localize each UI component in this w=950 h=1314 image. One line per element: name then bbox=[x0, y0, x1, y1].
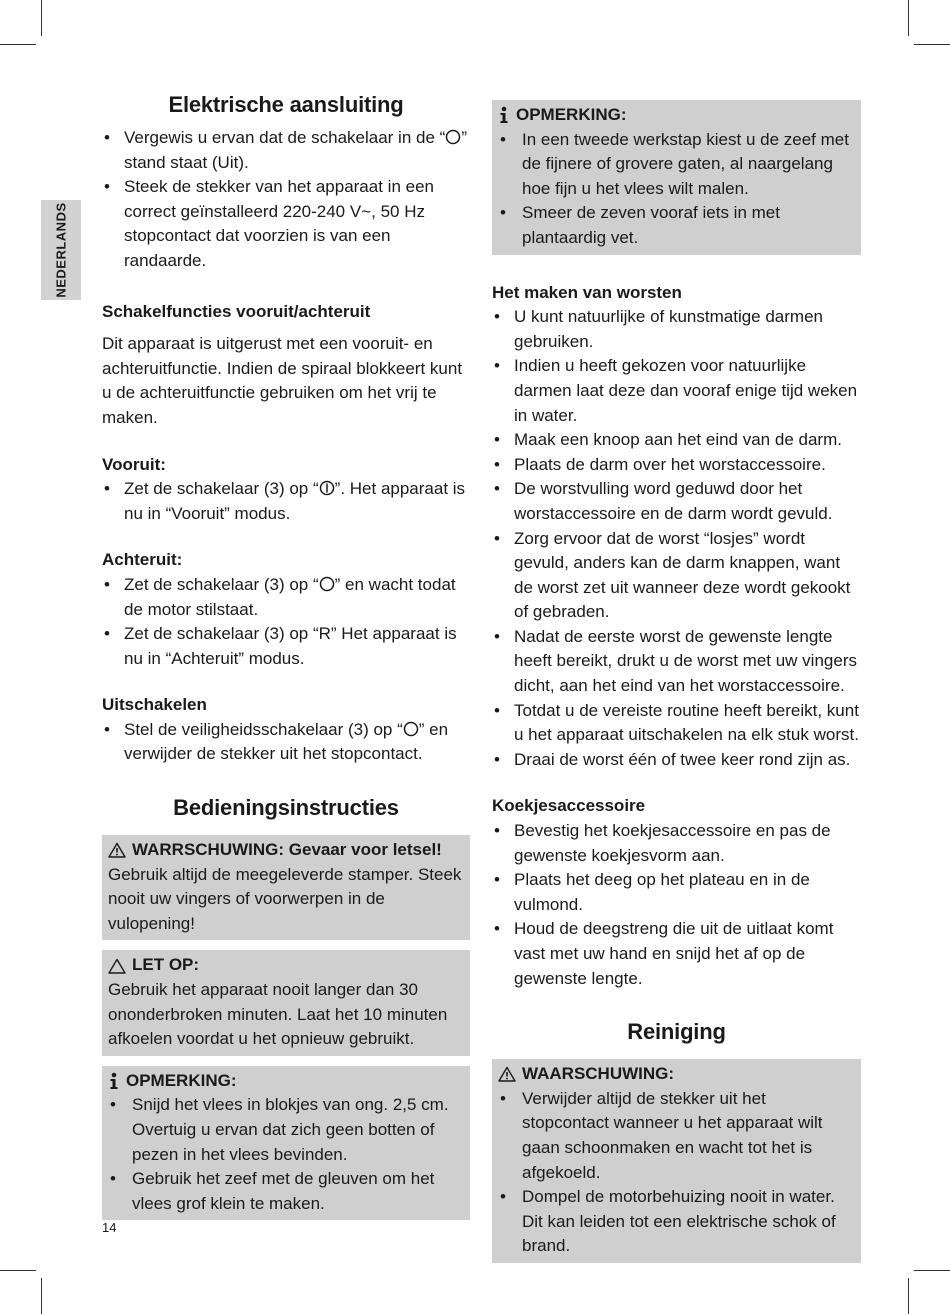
section-heading-vooruit: Vooruit: bbox=[102, 454, 166, 474]
note-title: OPMERKING: bbox=[498, 103, 855, 128]
bullet-list bbox=[108, 1093, 464, 1216]
warning-text: Gebruik altijd de meegeleverde stamper. Steek nooit uw vingers of voorwerpen in de vulopening! bbox=[108, 864, 462, 933]
language-tab-label: NEDERLANDS bbox=[53, 202, 69, 298]
list-item: • Houd de deegstreng die uit de uitlaat komt vast met uw hand en snijd het af op de gewenste lengte. bbox=[492, 917, 861, 991]
crop-mark bbox=[908, 0, 909, 36]
list-item: • Stel de veiligheidsschakelaar (3) op “ ” en verwijder de stekker uit het stopcontact. bbox=[102, 718, 470, 767]
paragraph: Dit apparaat is uitgerust met een vooruit- en achteruitfunctie. Indien de spiraal blokkeert kunt u de achteruitfunctie gebruiken om het vrij te maken. bbox=[102, 334, 463, 427]
warning-box bbox=[492, 1059, 861, 1263]
crop-mark bbox=[908, 1278, 909, 1314]
list-item: • Zet de schakelaar (3) op “R” Het apparaat is nu in “Achteruit” modus. bbox=[102, 622, 470, 671]
caution-triangle-icon bbox=[108, 958, 126, 974]
section-heading-koekjesaccessoire: Koekjesaccessoire bbox=[492, 796, 646, 816]
off-symbol-icon bbox=[319, 576, 335, 592]
section-title-bedieningsinstructies: Bedieningsinstructies bbox=[173, 795, 399, 821]
info-icon bbox=[498, 106, 510, 124]
note-title: OPMERKING: bbox=[108, 1069, 464, 1094]
language-tab bbox=[41, 200, 81, 300]
list-item: • Snijd het vlees in blokjes van ong. 2,5 cm. Overtuig u ervan dat zich geen botten of pezen in het vlees bevinden. bbox=[108, 1093, 464, 1167]
warning-triangle-icon bbox=[498, 1066, 516, 1082]
info-icon bbox=[108, 1072, 120, 1090]
list-item: • Plaats het deeg op het plateau en in de vulmond. bbox=[492, 868, 861, 917]
list-item: • Nadat de eerste worst de gewenste lengte heeft bereikt, drukt u de worst met uw vingers dicht, aan het eind van het worstaccessoire. bbox=[492, 625, 861, 699]
section-title-reiniging: Reiniging bbox=[627, 1019, 726, 1045]
on-symbol-icon bbox=[319, 480, 335, 496]
warning-title: WAARSCHUWING: bbox=[498, 1062, 855, 1087]
crop-mark bbox=[41, 0, 42, 36]
list-item: • Zet de schakelaar (3) op “ ”. Het apparaat is nu in “Vooruit” modus. bbox=[102, 477, 470, 526]
list-item: • Smeer de zeven vooraf iets in met plantaardig vet. bbox=[498, 201, 855, 250]
section-heading-worsten: Het maken van worsten bbox=[492, 282, 682, 302]
off-symbol-icon bbox=[445, 129, 461, 145]
note-box bbox=[492, 100, 861, 255]
bullet-list bbox=[102, 718, 470, 767]
bullet-list bbox=[102, 477, 470, 526]
list-item: • Zorg ervoor dat de worst “losjes” wordt gevuld, anders kan de darm knappen, want de worst zet uit wanneer deze wordt gekookt of gebraden. bbox=[492, 527, 861, 625]
off-symbol-icon bbox=[403, 721, 419, 737]
bullet-list bbox=[492, 819, 861, 991]
list-item: • Zet de schakelaar (3) op “ ” en wacht todat de motor stilstaat. bbox=[102, 573, 470, 622]
page-number: 14 bbox=[102, 1220, 117, 1235]
list-item: • Plaats de darm over het worstaccessoire. bbox=[492, 453, 861, 478]
caution-title: LET OP: bbox=[108, 953, 464, 978]
note-box bbox=[102, 1066, 470, 1221]
caution-text: Gebruik het apparaat nooit langer dan 30 ononderbroken minuten. Laat het 10 minuten afkoelen voordat u het opnieuw gebruikt. bbox=[108, 980, 448, 1049]
right-column bbox=[492, 100, 861, 1263]
list-item: • Totdat u de vereiste routine heeft bereikt, kunt u het apparaat uitschakelen na elk stuk worst. bbox=[492, 699, 861, 748]
warning-triangle-icon bbox=[108, 842, 126, 858]
list-item: • Indien u heeft gekozen voor natuurlijke darmen laat deze dan vooraf enige tijd weken in water. bbox=[492, 354, 861, 428]
list-item: • Maak een knoop aan het eind van de darm. bbox=[492, 428, 861, 453]
list-item: • In een tweede werkstap kiest u de zeef met de fijnere of grovere gaten, al naargelang hoe fijn u het vlees wilt malen. bbox=[498, 128, 855, 202]
bullet-list bbox=[498, 128, 855, 251]
bullet-list bbox=[498, 1087, 855, 1259]
left-column bbox=[102, 90, 470, 1220]
crop-mark bbox=[914, 44, 950, 45]
bullet-list bbox=[492, 305, 861, 772]
crop-mark bbox=[41, 1278, 42, 1314]
list-item: • Verwijder altijd de stekker uit het stopcontact wanneer u het apparaat wilt gaan schoonmaken en wacht tot het is afgekoeld. bbox=[498, 1087, 855, 1185]
crop-mark bbox=[0, 1270, 36, 1271]
list-item: • Bevestig het koekjesaccessoire en pas de gewenste koekjesvorm aan. bbox=[492, 819, 861, 868]
list-item: • Gebruik het zeef met de gleuven om het vlees grof klein te maken. bbox=[108, 1167, 464, 1216]
list-item: • Steek de stekker van het apparaat in een correct geïnstalleerd 220-240 V~, 50 Hz stopcontact dat voorzien is van een randaarde. bbox=[102, 175, 470, 273]
crop-mark bbox=[914, 1270, 950, 1271]
list-item: • Vergewis u ervan dat de schakelaar in de “ ” stand staat (Uit). bbox=[102, 126, 470, 175]
crop-mark bbox=[0, 44, 36, 45]
section-title-elektrische-aansluiting: Elektrische aansluiting bbox=[168, 92, 404, 117]
caution-box bbox=[102, 950, 470, 1055]
section-heading-uitschakelen: Uitschakelen bbox=[102, 695, 207, 715]
warning-title: WARRSCHUWING: Gevaar voor letsel! bbox=[108, 838, 464, 863]
warning-box bbox=[102, 835, 470, 940]
bullet-list bbox=[102, 126, 470, 274]
list-item: • U kunt natuurlijke of kunstmatige darmen gebruiken. bbox=[492, 305, 861, 354]
list-item: • Draai de worst één of twee keer rond zijn as. bbox=[492, 748, 861, 773]
section-heading-achteruit: Achteruit: bbox=[102, 550, 183, 570]
list-item: • De worstvulling word geduwd door het worstaccessoire en de darm wordt gevuld. bbox=[492, 477, 861, 526]
section-heading-schakelfuncties: Schakelfuncties vooruit/achteruit bbox=[102, 301, 371, 321]
bullet-list bbox=[102, 573, 470, 671]
list-item: • Dompel de motorbehuizing nooit in water. Dit kan leiden tot een elektrische schok of brand. bbox=[498, 1185, 855, 1259]
